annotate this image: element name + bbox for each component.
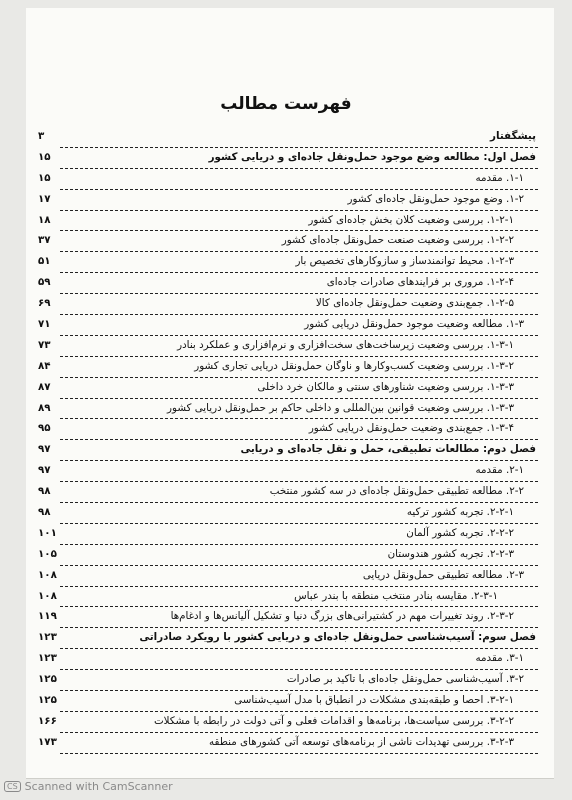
toc-entry-page: ۱۲۵ xyxy=(38,673,57,686)
toc-entry xyxy=(38,128,538,149)
dashed-leader xyxy=(60,335,538,336)
page-title: فهرست مطالب xyxy=(220,94,352,114)
dashed-leader xyxy=(60,439,538,440)
page-bottom-edge xyxy=(26,778,554,779)
toc-entry-title: فصل سوم: آسیب‌شناسی حمل‌ونقل جاده‌ای و دریایی کشور با رویکرد صادراتی xyxy=(139,631,536,644)
toc-entry-page: ۱۷ xyxy=(38,192,51,205)
toc-entry-title: ۱-۳-۴. جمع‌بندی وضعیت حمل‌ونقل دریایی کشور xyxy=(308,422,514,435)
dashed-leader xyxy=(60,377,538,378)
toc-entry-page: ۹۷ xyxy=(38,443,51,456)
toc-entry-title: ۲-۲-۱. تجربه کشور ترکیه xyxy=(406,506,514,519)
toc-entry-page: ۹۷ xyxy=(38,464,51,477)
dashed-leader xyxy=(60,606,538,607)
scanner-watermark xyxy=(4,780,173,793)
dashed-leader xyxy=(60,648,538,649)
toc-entry xyxy=(38,253,538,274)
toc-entry-page: ۱۰۸ xyxy=(38,568,57,581)
toc-entry xyxy=(38,504,538,525)
toc-entry xyxy=(38,525,538,546)
toc-entry-page: ۱۵ xyxy=(38,171,51,184)
toc-entry-page: ۳ xyxy=(38,130,45,142)
toc-entry-page: ۱۵ xyxy=(38,150,51,163)
toc-entry-title: پیشگفتار xyxy=(490,130,536,142)
toc-entry-title: ۲-۲-۲. تجربه کشور آلمان xyxy=(406,526,514,539)
toc-entry xyxy=(38,441,538,462)
toc-entry xyxy=(38,692,538,713)
toc-entry-title: ۱-۳-۳. بررسی وضعیت قوانین بین‌المللی و داخلی حاکم بر حمل‌ونقل دریایی کشور xyxy=(167,401,514,414)
dashed-leader xyxy=(60,272,538,273)
toc-entry-title: ۲-۳-۲. روند تغییرات مهم در کشتیرانی‌های بزرگ دنیا و تشکیل آلیانس‌ها و ادغام‌ها xyxy=(170,610,514,623)
toc-entry-page: ۵۹ xyxy=(38,276,51,289)
toc-entry-title: ۱-۲-۲. بررسی وضعیت صنعت حمل‌ونقل جاده‌ای کشور xyxy=(281,234,514,247)
toc-entry-page: ۱۰۵ xyxy=(38,547,57,560)
toc-entry-title: ۳-۲. آسیب‌شناسی حمل‌ونقل جاده‌ای با تاکید بر صادرات xyxy=(286,673,524,686)
dashed-leader xyxy=(60,314,538,315)
toc-entry-title: ۱-۳-۲. بررسی وضعیت کسب‌وکارها و ناوگان حمل‌ونقل دریایی تجاری کشور xyxy=(194,359,514,372)
dashed-leader xyxy=(60,753,538,754)
toc-entry-page: ۳۷ xyxy=(38,234,51,247)
toc-entry-page: ۶۹ xyxy=(38,297,51,310)
toc-entry xyxy=(38,608,538,629)
dashed-leader xyxy=(60,711,538,712)
toc-entry-title: ۱-۲-۳. محیط توانمندساز و سازوکارهای تخصیص بار xyxy=(295,255,514,268)
toc-entry-page: ۱۲۳ xyxy=(38,652,57,665)
toc-entry-title: ۲-۳. مطالعه تطبیقی حمل‌ونقل دریایی xyxy=(362,568,524,581)
toc-entry-title: ۲-۲. مطالعه تطبیقی حمل‌ونقل جاده‌ای در سه کشور منتخب xyxy=(269,485,524,498)
dashed-leader xyxy=(60,210,538,211)
toc-entry xyxy=(38,379,538,400)
toc-entry xyxy=(38,316,538,337)
dashed-leader xyxy=(60,356,538,357)
toc-entry-title: ۳-۲-۳. بررسی تهدیدات ناشی از برنامه‌های توسعه آتی کشورهای منطقه xyxy=(208,735,514,748)
scanner-text: Scanned with CamScanner xyxy=(24,780,173,793)
dashed-leader xyxy=(60,460,538,461)
toc-entry xyxy=(38,629,538,650)
toc-entry-page: ۱۰۸ xyxy=(38,589,57,602)
dashed-leader xyxy=(60,293,538,294)
toc-entry-page: ۹۸ xyxy=(38,485,51,498)
toc-entry-title: ۱-۳-۱. بررسی وضعیت زیرساخت‌های سخت‌افزاری و نرم‌افزاری و عملکرد بنادر xyxy=(177,338,514,351)
toc-entry xyxy=(38,232,538,253)
table-of-contents xyxy=(38,128,538,755)
toc-entry xyxy=(38,358,538,379)
dashed-leader xyxy=(60,690,538,691)
toc-entry-title: ۲-۲-۳. تجربه کشور هندوستان xyxy=(387,547,514,560)
toc-entry-page: ۱۱۹ xyxy=(38,610,57,623)
toc-entry xyxy=(38,734,538,755)
toc-entry-page: ۱۷۳ xyxy=(38,735,57,748)
toc-entry-title: ۱-۲-۴. مروری بر فرایندهای صادرات جاده‌ای xyxy=(326,276,514,289)
dashed-leader xyxy=(60,586,538,587)
toc-entry-page: ۷۳ xyxy=(38,338,51,351)
toc-entry-title: ۳-۱. مقدمه xyxy=(475,652,524,665)
dashed-leader xyxy=(60,565,538,566)
dashed-leader xyxy=(60,418,538,419)
toc-entry-page: ۹۵ xyxy=(38,422,51,435)
toc-entry-title: فصل دوم: مطالعات تطبیقی، حمل و نقل جاده‌ای و دریایی xyxy=(240,443,536,456)
dashed-leader xyxy=(60,168,538,169)
dashed-leader xyxy=(60,230,538,231)
toc-entry xyxy=(38,191,538,212)
toc-entry xyxy=(38,546,538,567)
toc-entry xyxy=(38,567,538,588)
toc-entry xyxy=(38,170,538,191)
toc-entry-title: ۳-۲-۱. احصا و طبقه‌بندی مشکلات در انطباق با مدل آسیب‌شناسی xyxy=(234,694,514,707)
toc-entry xyxy=(38,212,538,233)
dashed-leader xyxy=(60,669,538,670)
toc-entry xyxy=(38,483,538,504)
toc-entry xyxy=(38,650,538,671)
toc-entry xyxy=(38,337,538,358)
toc-entry-title: ۱-۳. مطالعه وضعیت موجود حمل‌ونقل دریایی کشور xyxy=(304,318,524,331)
dashed-leader xyxy=(60,147,538,148)
toc-entry xyxy=(38,420,538,441)
toc-entry-title: ۱-۲. وضع موجود حمل‌ونقل جاده‌ای کشور xyxy=(347,192,524,205)
dashed-leader xyxy=(60,732,538,733)
dashed-leader xyxy=(60,544,538,545)
toc-entry-page: ۹۸ xyxy=(38,506,51,519)
toc-entry-title: ۱-۲-۵. جمع‌بندی وضعیت حمل‌ونقل جاده‌ای کالا xyxy=(315,297,514,310)
toc-entry-page: ۱۲۵ xyxy=(38,694,57,707)
toc-entry xyxy=(38,274,538,295)
dashed-leader xyxy=(60,502,538,503)
toc-entry-page: ۱۲۳ xyxy=(38,631,57,644)
toc-entry-page: ۱۸ xyxy=(38,213,51,226)
toc-entry xyxy=(38,671,538,692)
toc-entry-page: ۱۶۶ xyxy=(38,714,57,727)
camscanner-logo-icon: CS xyxy=(4,781,21,792)
toc-entry-page: ۸۹ xyxy=(38,401,51,414)
toc-entry-page: ۸۴ xyxy=(38,359,51,372)
dashed-leader xyxy=(60,481,538,482)
toc-entry-title: ۳-۲-۲. بررسی سیاست‌ها، برنامه‌ها و اقدامات فعلی و آتی دولت در رابطه با مشکلات xyxy=(153,714,514,727)
toc-entry xyxy=(38,462,538,483)
dashed-leader xyxy=(60,398,538,399)
toc-entry-page: ۵۱ xyxy=(38,255,51,268)
dashed-leader xyxy=(60,189,538,190)
dashed-leader xyxy=(60,523,538,524)
toc-entry-page: ۷۱ xyxy=(38,318,51,331)
toc-entry xyxy=(38,713,538,734)
dashed-leader xyxy=(60,251,538,252)
toc-entry-title: ۱-۱. مقدمه xyxy=(475,171,524,184)
toc-entry-page: ۸۷ xyxy=(38,380,51,393)
toc-entry-title: ۱-۳-۳. بررسی وضعیت شناورهای سنتی و مالکان خرد داخلی xyxy=(257,380,514,393)
toc-entry-title: فصل اول: مطالعه وضع موجود حمل‌ونقل جاده‌ای و دریایی کشور xyxy=(208,150,536,163)
toc-entry xyxy=(38,588,538,609)
toc-entry-title: ۲-۳-۱. مقایسه بنادر منتخب منطقه با بندر عباس xyxy=(294,589,498,602)
toc-entry-title: ۲-۱. مقدمه xyxy=(475,464,524,477)
toc-entry xyxy=(38,149,538,170)
toc-entry-page: ۱۰۱ xyxy=(38,526,57,539)
dashed-leader xyxy=(60,627,538,628)
toc-entry xyxy=(38,295,538,316)
toc-entry-title: ۱-۲-۱. بررسی وضعیت کلان بخش جاده‌ای کشور xyxy=(308,213,514,226)
toc-entry xyxy=(38,400,538,421)
